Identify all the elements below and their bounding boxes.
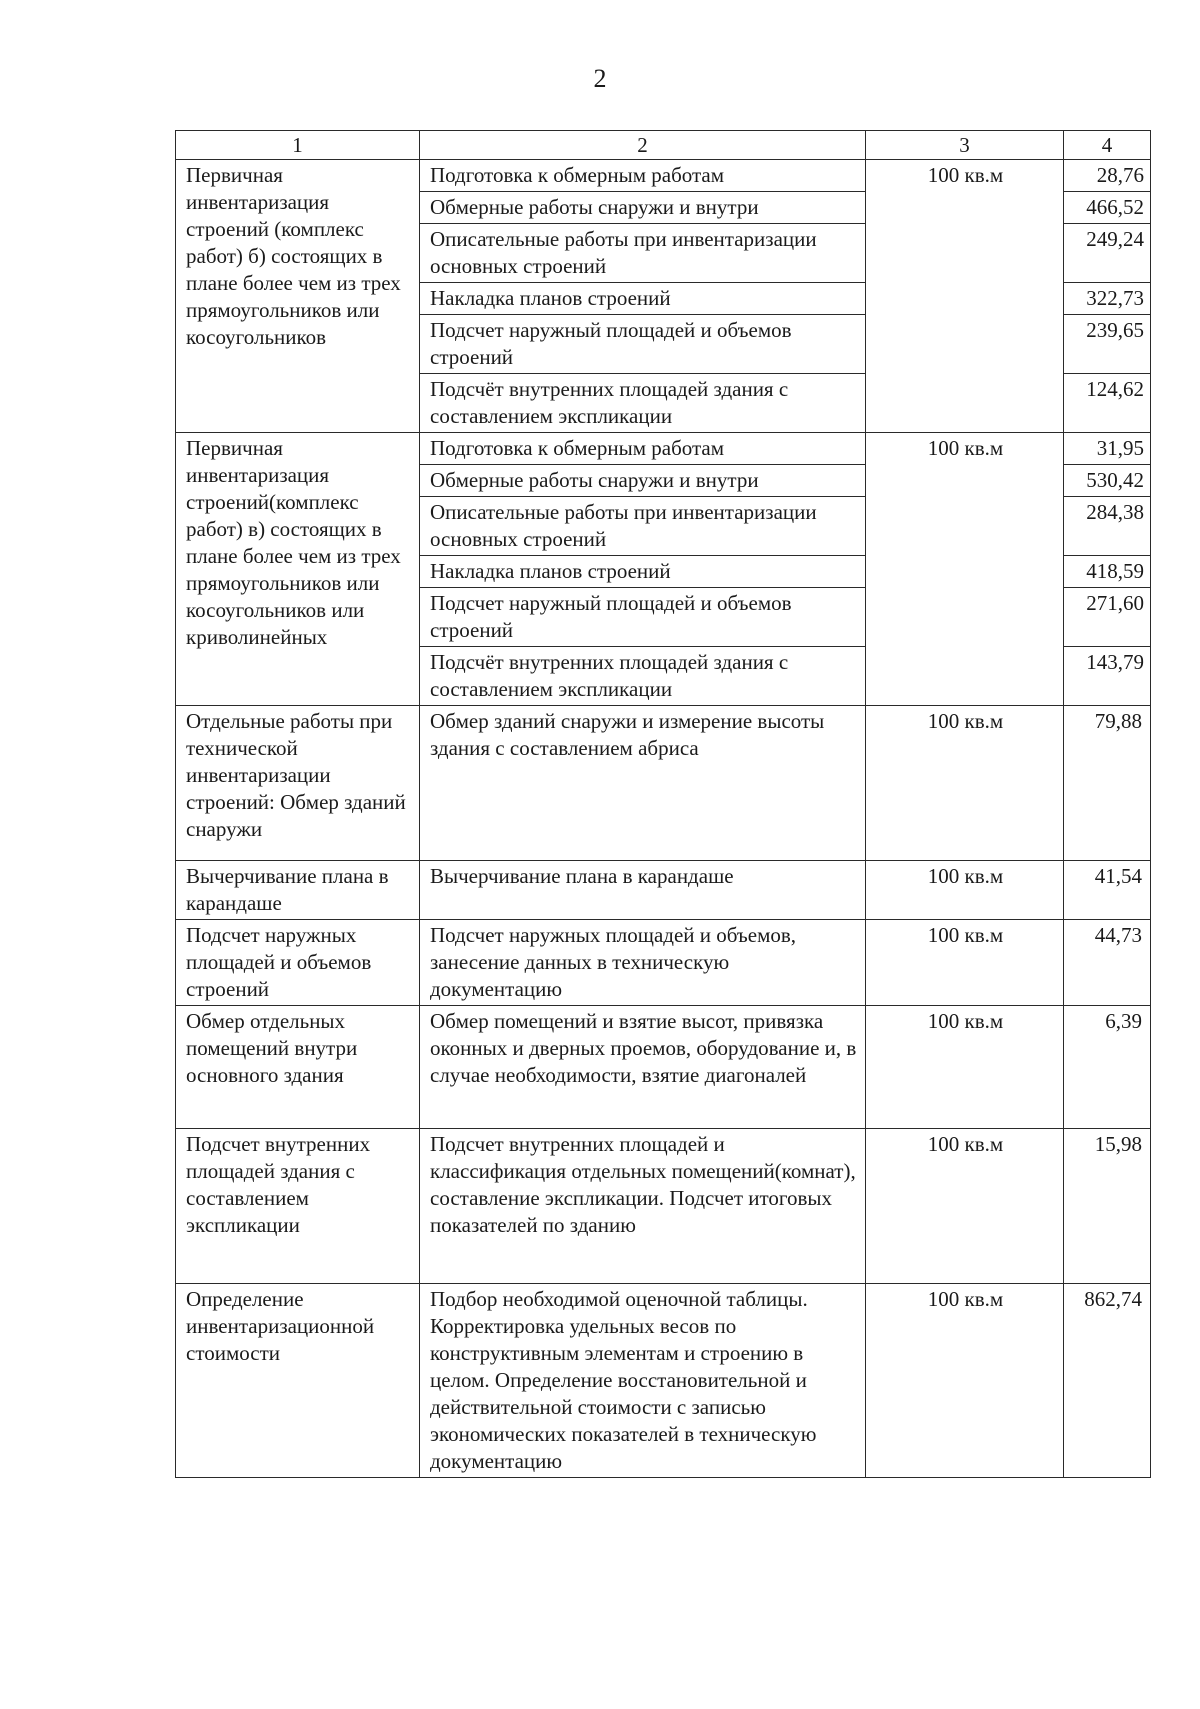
work-description: Описательные работы при инвентаризации основных строений [420,224,866,283]
table-row [176,1284,1151,1478]
tariff-table [175,130,1151,1478]
work-description: Вычерчивание плана в карандаше [420,861,866,920]
work-group-name: Обмер отдельных помещений внутри основного здания [176,1006,420,1129]
price-cell: 79,88 [1064,706,1151,861]
unit-cell: 100 кв.м [866,1129,1064,1284]
work-description: Подсчёт внутренних площадей здания с составлением экспликации [420,647,866,706]
work-description: Подсчет внутренних площадей и классификация отдельных помещений(комнат), составление экспликации. Подсчет итоговых показателей по зданию [420,1129,866,1284]
work-description: Подготовка к обмерным работам [420,160,866,192]
price-cell: 418,59 [1064,556,1151,588]
price-cell: 239,65 [1064,315,1151,374]
work-description: Подсчет наружный площадей и объемов строений [420,315,866,374]
unit-cell: 100 кв.м [866,920,1064,1006]
work-description: Описательные работы при инвентаризации основных строений [420,497,866,556]
work-description: Обмерные работы снаружи и внутри [420,465,866,497]
work-description: Накладка планов строений [420,283,866,315]
table-row [176,433,1151,465]
price-cell: 862,74 [1064,1284,1151,1478]
work-group-name: Первичная инвентаризация строений (комплекс работ) б) состоящих в плане более чем из трех прямоугольников или косоугольников [176,160,420,433]
price-cell: 31,95 [1064,433,1151,465]
table-row [176,160,1151,192]
unit-cell: 100 кв.м [866,160,1064,433]
column-header-2: 2 [420,131,866,160]
work-description: Обмер помещений и взятие высот, привязка оконных и дверных проемов, оборудование и, в случае необходимости, взятие диагоналей [420,1006,866,1129]
work-group-name: Отдельные работы при технической инвентаризации строений: Обмер зданий снаружи [176,706,420,861]
price-cell: 6,39 [1064,1006,1151,1129]
price-cell: 44,73 [1064,920,1151,1006]
work-group-name: Первичная инвентаризация строений(комплекс работ) в) состоящих в плане более чем из трех прямоугольников или косоугольников или криволинейных [176,433,420,706]
work-description: Подсчет наружный площадей и объемов строений [420,588,866,647]
table-row [176,706,1151,861]
price-cell: 284,38 [1064,497,1151,556]
price-cell: 15,98 [1064,1129,1151,1284]
work-description: Подбор необходимой оценочной таблицы. Корректировка удельных весов по конструктивным элементам и строению в целом. Определение восстановительной и действительной стоимости с записью экономических показателей в техническую документацию [420,1284,866,1478]
price-cell: 530,42 [1064,465,1151,497]
price-cell: 41,54 [1064,861,1151,920]
work-group-name: Подсчет внутренних площадей здания с составлением экспликации [176,1129,420,1284]
table-row [176,920,1151,1006]
price-cell: 143,79 [1064,647,1151,706]
table-row [176,1006,1151,1129]
price-cell: 271,60 [1064,588,1151,647]
price-cell: 466,52 [1064,192,1151,224]
work-group-name: Вычерчивание плана в карандаше [176,861,420,920]
price-cell: 322,73 [1064,283,1151,315]
price-cell: 124,62 [1064,374,1151,433]
work-description: Подсчет наружных площадей и объемов, занесение данных в техническую документацию [420,920,866,1006]
unit-cell: 100 кв.м [866,1284,1064,1478]
work-description: Обмерные работы снаружи и внутри [420,192,866,224]
work-group-name: Определение инвентаризационной стоимости [176,1284,420,1478]
table-row [176,1129,1151,1284]
column-header-1: 1 [176,131,420,160]
work-description: Подготовка к обмерным работам [420,433,866,465]
work-description: Подсчёт внутренних площадей здания с составлением экспликации [420,374,866,433]
price-cell: 249,24 [1064,224,1151,283]
unit-cell: 100 кв.м [866,861,1064,920]
column-header-3: 3 [866,131,1064,160]
work-description: Накладка планов строений [420,556,866,588]
work-description: Обмер зданий снаружи и измерение высоты здания с составлением абриса [420,706,866,861]
unit-cell: 100 кв.м [866,1006,1064,1129]
work-group-name: Подсчет наружных площадей и объемов строений [176,920,420,1006]
unit-cell: 100 кв.м [866,433,1064,706]
table-header-row [176,131,1151,160]
unit-cell: 100 кв.м [866,706,1064,861]
table-row [176,861,1151,920]
column-header-4: 4 [1064,131,1151,160]
price-cell: 28,76 [1064,160,1151,192]
page-number: 2 [593,64,607,93]
